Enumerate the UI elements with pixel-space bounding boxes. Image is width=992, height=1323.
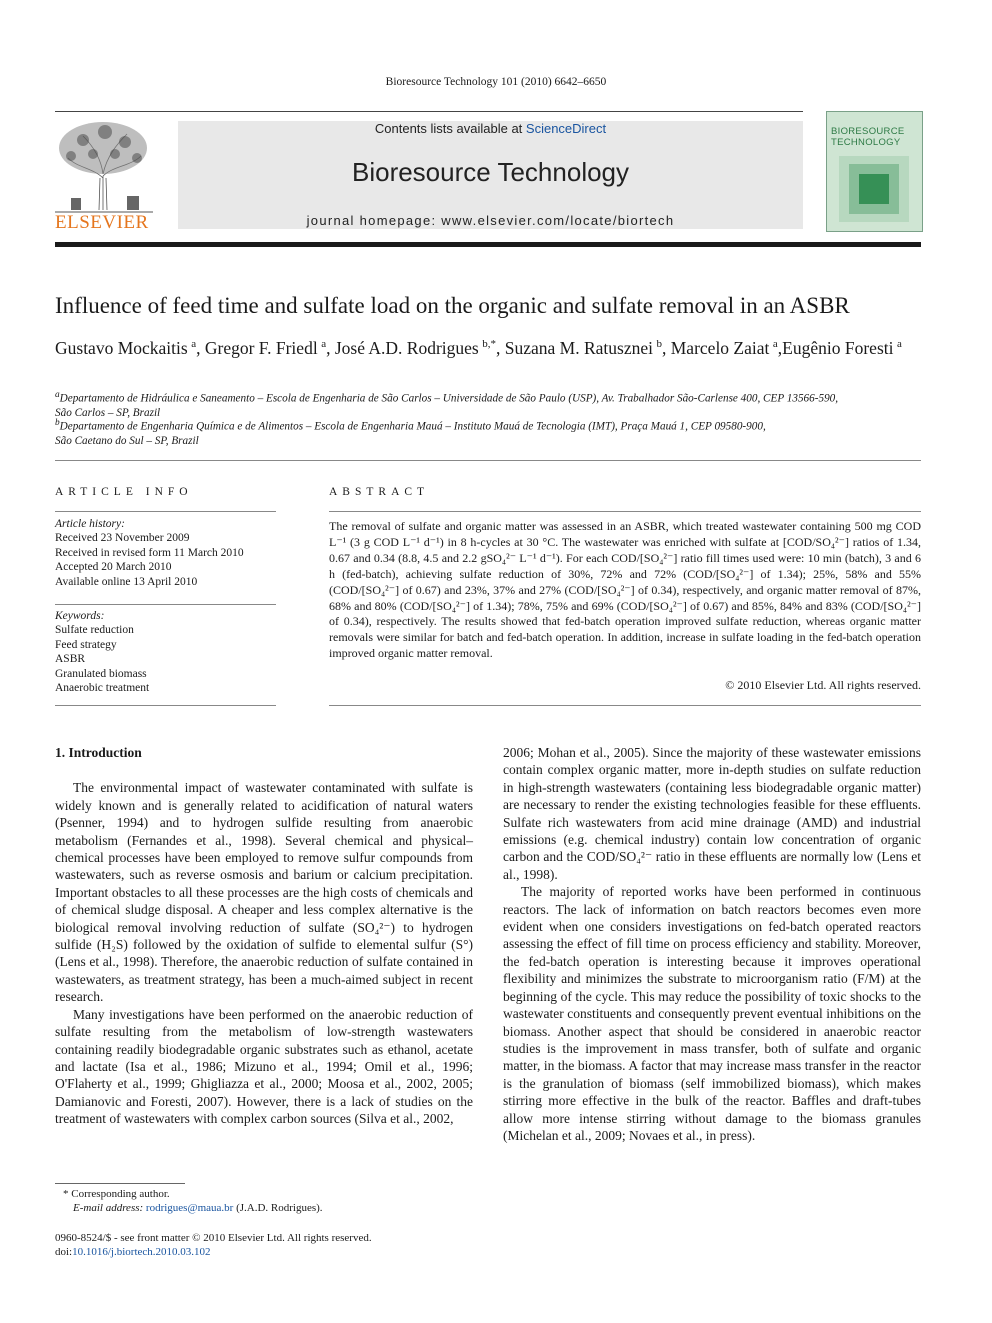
- article-info-heading: ARTICLE INFO: [55, 486, 193, 498]
- header-thick-rule: [55, 242, 921, 247]
- body-paragraph: 2006; Mohan et al., 2005). Since the majority of these wastewater emissions contain complex organic matter, more in-depth studies on sulfate reduction in high-strength wastewaters (containing less biodegradable organic matter) are necessary to render the existing technologies feasible for these effluents. Sulfate rich wastewaters from acid mine drainage (AMD) and industrial emissions (e.g. chemical industry) contain low concentration of organic carbon and the COD/SO₄²⁻ ratio in these effluents are normally low (Lens et al., 1998).: [503, 745, 921, 882]
- keyword-item: ASBR: [55, 653, 86, 666]
- article-info-rule: [55, 604, 276, 605]
- elsevier-logo[interactable]: [53, 118, 155, 234]
- author-name: Gregor F. Friedl: [204, 337, 318, 358]
- author-name: José A.D. Rodrigues: [334, 337, 479, 358]
- section-heading-introduction: 1. Introduction: [55, 745, 142, 760]
- affiliation-city: São Carlos – SP, Brazil: [55, 406, 161, 419]
- sciencedirect-link[interactable]: ScienceDirect: [525, 121, 607, 136]
- corresponding-author-note: * Corresponding author.: [63, 1188, 170, 1200]
- affiliation-text: Departamento de Hidráulica e Saneamento – Escola de Engenharia de São Carlos – Universidade de São Paulo (USP), Av. Trabalhador São-Carlense 400, CEP 13566-590,: [59, 392, 839, 405]
- history-label: Article history:: [55, 518, 125, 530]
- author-separator: ,: [777, 337, 783, 358]
- bottom-info: [55, 1231, 475, 1259]
- footnotes: [55, 1187, 475, 1215]
- journal-cover-thumbnail[interactable]: [826, 111, 923, 232]
- affiliation-rule: [55, 460, 921, 461]
- doi-line: [55, 1245, 475, 1259]
- author-separator: ,: [496, 337, 505, 358]
- history-received: Received 23 November 2009: [55, 532, 190, 545]
- author-name: Eugênio Foresti: [782, 337, 894, 358]
- contents-line: [178, 121, 803, 136]
- contents-prefix: Contents lists available at: [374, 121, 526, 136]
- elsevier-wordmark: ELSEVIER: [55, 212, 149, 233]
- keyword-item: Feed strategy: [55, 638, 117, 651]
- author-affiliation-mark: b,*: [482, 338, 496, 350]
- keywords-label: Keywords:: [55, 610, 105, 622]
- journal-homepage[interactable]: journal homepage: www.elsevier.com/locate/biortech: [306, 213, 675, 228]
- body-column-left: [55, 744, 473, 1128]
- body-paragraph: The environmental impact of wastewater contaminated with sulfate is widely known and is generally related to acidification of natural waters (Psenner, 1994) and to hydrogen sulfide resulting from anaerobic metabolism (Fernandes et al., 1998). Several chemical and physical–chemical processes have been employed to remove sulfur compounds from wastewaters, such as reverse osmosis and barium or calcium precipitation. Important obstacles to all these processes are the high costs of chemicals and of chemical sludge disposal. A cheaper and less complex alternative is the biological removal involving reduction of sulfate (SO₄²⁻) to hydrogen sulfide (H₂S) followed by the oxidation of sulfide to elemental sulfur (S°) (Lens et al., 1998). Therefore, the anaerobic reduction of sulfate contained in wastewaters, as treatment strategy, has been a much-aimed subject in recent research.: [55, 780, 473, 1005]
- email-link[interactable]: rodrigues@maua.br: [145, 1202, 234, 1215]
- author-list: [55, 333, 925, 359]
- cover-title: BIORESOURCE TECHNOLOGY: [831, 126, 905, 148]
- body-column-right: [503, 744, 921, 1144]
- article-title: Influence of feed time and sulfate load on the organic and sulfate removal in an ASBR: [55, 293, 850, 318]
- author-name: Suzana M. Ratusznei: [504, 337, 653, 358]
- author-separator: ,: [326, 337, 335, 358]
- elsevier-tree-icon: [53, 118, 155, 214]
- author-affiliation-mark: a: [191, 338, 197, 350]
- email-note: [55, 1201, 475, 1215]
- author-affiliation-mark: a: [897, 338, 902, 350]
- author-affiliation-mark: a: [772, 338, 778, 350]
- affiliation-label: b: [55, 418, 60, 428]
- doi-link[interactable]: 10.1016/j.biortech.2010.03.102: [72, 1246, 211, 1259]
- author-name: Gustavo Mockaitis: [55, 337, 188, 358]
- keywords-list: [55, 609, 280, 695]
- abstract-text: The removal of sulfate and organic matter was assessed in an ASBR, which treated wastewater containing 500 mg COD L⁻¹ (3 g COD L⁻¹ d⁻¹) in 8 h-cycles at 30 °C. The wastewater was enriched with sulfate at [COD/SO₄²⁻] ratios of 1.34, 0.67 and 0.34 (8.8, 4.5 and 2.2 gSO₄²⁻ L⁻¹ d⁻¹). For each COD/[SO₄²⁻] ratio fill times used were: 10 min (batch), 3 and 6 h (fed-batch), achieving sulfate reduction of 30%, 72% and 72% (COD/[SO₄²⁻] of 1.34); 25%, 58% and 55% (COD/[SO₄²⁻] of 0.67) and 23%, 37% and 27% (COD/[SO₄²⁻] of 0.34), respectively, and organic matter removal of 87%, 68% and 80% (COD/[SO₄²⁻] of 1.34); 78%, 75% and 69% (COD/[SO₄²⁻] of 0.67) and 85%, 84% and 83% (COD/[SO₄²⁻] of 0.34), respectively. The results showed that fed-batch operation improved sulfate reduction, whereas organic matter removals were similar for batch and fed-batch operation. In addition, increase in sulfate loading in the fed-batch operation improved organic matter removal.: [329, 519, 921, 661]
- footnote-rule: [55, 1183, 185, 1184]
- article-info-rule: [55, 705, 276, 706]
- issn-line: 0960-8524/$ - see front matter © 2010 Elsevier Ltd. All rights reserved.: [55, 1232, 372, 1244]
- affiliation-text: Departamento de Engenharia Química e de Alimentos – Escola de Engenharia Mauá – Instituto Mauá de Tecnologia (IMT), Praça Mauá 1, CEP 09580-900,: [59, 420, 766, 433]
- history-online: Available online 13 April 2010: [55, 575, 198, 588]
- affiliation-label: a: [55, 390, 60, 400]
- affiliation-b: [55, 416, 921, 448]
- keyword-item: Anaerobic treatment: [55, 682, 150, 695]
- author-name: Marcelo Zaiat: [670, 337, 770, 358]
- abstract-heading: ABSTRACT: [329, 486, 430, 498]
- body-paragraph: The majority of reported works have been performed in continuous reactors. The lack of information on batch reactors becomes even more evident when one considers investigations on fed-batch operated reactors assessing the effect of fill time on process efficiency and stability. Moreover, the fed-batch operation is interesting because it improves operational flexibility and minimizes the substrate to microorganism ratio (F/M) at the beginning of the cycle. This may reduce the possibility of toxic shocks to the wastewater constituents and consequently prevent eventual inhibitions on the biomass. Another aspect that should be considered in anaerobic reactor studies is the improvement in mass transfer, both of sulfate and organic matter, in the biomass. A factor that may increase mass transfer in the reactor is the granulation of biomass (self immobilized biomass), which makes stirring more effective in the bulk of the reactor. Baffles and draft-tubes allow more intense stirring without damage to the biomass granules (Michelan et al., 2009; Novaes et al., in press).: [503, 884, 921, 1143]
- affiliation-a: [55, 388, 921, 420]
- article-info-rule: [55, 511, 276, 512]
- body-paragraph: Many investigations have been performed on the anaerobic reduction of sulfate resulting from the metabolism of low-strength wastewaters containing readily biodegradable organic substrates such as ethanol, acetate and lactate (Isa et al., 1986; Mizuno et al., 1994; Omil et al., 1996; O'Flaherty et al., 1999; Ghigliazza et al., 2000; Moosa et al., 2002, 2005; Damianovic and Foresti, 2007). However, there is a lack of studies on the treatment of wastewaters with complex carbon sources (Silva et al., 2002,: [55, 1006, 473, 1127]
- journal-citation: Bioresource Technology 101 (2010) 6642–6650: [385, 76, 607, 88]
- keyword-item: Sulfate reduction: [55, 624, 134, 637]
- affiliation-city: São Caetano do Sul – SP, Brazil: [55, 434, 199, 447]
- abstract-copyright: © 2010 Elsevier Ltd. All rights reserved.: [725, 678, 921, 692]
- journal-banner: [178, 121, 803, 229]
- abstract-rule: [329, 511, 921, 512]
- history-revised: Received in revised form 11 March 2010: [55, 546, 244, 559]
- article-history: [55, 517, 280, 589]
- doi-prefix: doi:: [55, 1246, 73, 1259]
- journal-name: Bioresource Technology: [351, 157, 630, 187]
- author-affiliation-mark: b: [656, 338, 662, 350]
- abstract-rule: [329, 705, 921, 706]
- email-label: E-mail address:: [73, 1202, 146, 1215]
- header-rule: [55, 111, 803, 112]
- cover-pattern-icon: [837, 156, 912, 224]
- author-affiliation-mark: a: [321, 338, 327, 350]
- email-suffix: (J.A.D. Rodrigues).: [233, 1202, 323, 1215]
- keyword-item: Granulated biomass: [55, 667, 147, 680]
- history-accepted: Accepted 20 March 2010: [55, 561, 172, 574]
- author-separator: ,: [196, 337, 205, 358]
- author-separator: ,: [662, 337, 671, 358]
